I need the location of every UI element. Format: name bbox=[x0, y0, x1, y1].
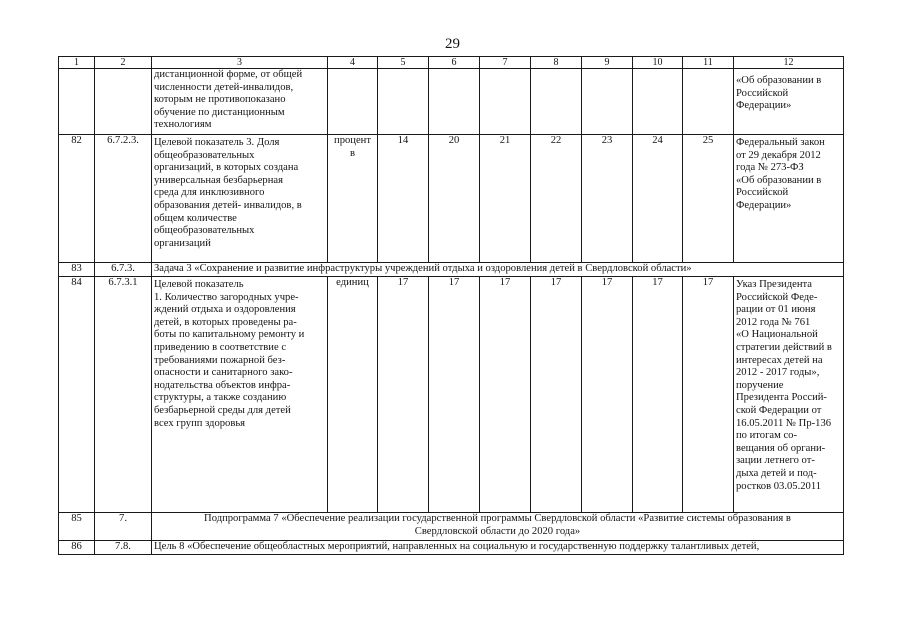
header-cell: 3 bbox=[152, 57, 328, 69]
header-cell: 10 bbox=[633, 57, 683, 69]
cell-value: 21 bbox=[480, 135, 531, 263]
cell-value: 20 bbox=[429, 135, 480, 263]
header-cell: 8 bbox=[531, 57, 582, 69]
page-number: 29 bbox=[445, 36, 460, 52]
table-row bbox=[59, 277, 844, 513]
cell-value: 23 bbox=[582, 135, 633, 263]
cell-source: Указ Президента Российской Феде- рации от 01 июня 2012 года № 761 «О Национальной стратегии действий в интересах детей на 2012 - 2017 годы», поручение Президента Россий- ской Федерации от 16.05.2011 № Пр-136 по итогам со- вещания об органи- зации летнего от- дыха детей и под- ростков 03.05.2011 bbox=[734, 277, 844, 513]
cell-task-title: Задача 3 «Сохранение и развитие инфраструктуры учреждений отдыха и оздоровления детей в Свердловской области» bbox=[152, 263, 844, 277]
cell-unit: процент в bbox=[328, 135, 378, 263]
cell-value: 17 bbox=[378, 277, 429, 513]
cell-num: 85 bbox=[59, 513, 95, 541]
header-cell: 2 bbox=[95, 57, 152, 69]
header-cell: 7 bbox=[480, 57, 531, 69]
cell-value bbox=[582, 69, 633, 135]
cell-indicator-text: Целевой показатель 3. Доля общеобразовательных организаций, в которых создана универсальная безбарьерная среда для инклюзивного образования детей- инвалидов, в общем количестве общеобразовательных организаций bbox=[152, 135, 328, 263]
cell-value: 14 bbox=[378, 135, 429, 263]
header-cell: 9 bbox=[582, 57, 633, 69]
cell-value: 25 bbox=[683, 135, 734, 263]
cell-value bbox=[683, 69, 734, 135]
cell-num: 83 bbox=[59, 263, 95, 277]
header-cell: 12 bbox=[734, 57, 844, 69]
table-row-continuation bbox=[59, 69, 844, 135]
cell-subprogram-title: Подпрограмма 7 «Обеспечение реализации государственной программы Свердловской области «Развитие системы образования в Свердловской области до 2020 года» bbox=[152, 513, 844, 541]
table-row bbox=[59, 541, 844, 555]
cell-code: 7. bbox=[95, 513, 152, 541]
cell-goal-title: Цель 8 «Обеспечение общеобластных мероприятий, направленных на социальную и государственную поддержку талантливых детей, bbox=[152, 541, 844, 555]
cell-indicator-text: дистанционной форме, от общей численности детей-инвалидов, которым не противопоказано обучение по дистанционным технологиям bbox=[152, 69, 328, 135]
header-cell: 4 bbox=[328, 57, 378, 69]
cell-code bbox=[95, 69, 152, 135]
cell-num: 84 bbox=[59, 277, 95, 513]
table-row bbox=[59, 263, 844, 277]
cell-value: 22 bbox=[531, 135, 582, 263]
cell-code: 6.7.2.3. bbox=[95, 135, 152, 263]
table-row bbox=[59, 135, 844, 263]
cell-value: 17 bbox=[683, 277, 734, 513]
cell-value bbox=[531, 69, 582, 135]
indicators-table bbox=[58, 56, 844, 555]
cell-value bbox=[429, 69, 480, 135]
cell-value bbox=[378, 69, 429, 135]
cell-source: Федеральный закон от 29 декабря 2012 года № 273-ФЗ «Об образовании в Российской Федерации» bbox=[734, 135, 844, 263]
header-row bbox=[59, 57, 844, 69]
header-cell: 11 bbox=[683, 57, 734, 69]
table-row bbox=[59, 513, 844, 541]
header-cell: 6 bbox=[429, 57, 480, 69]
header-cell: 5 bbox=[378, 57, 429, 69]
cell-value: 17 bbox=[531, 277, 582, 513]
cell-value: 17 bbox=[633, 277, 683, 513]
cell-code: 6.7.3.1 bbox=[95, 277, 152, 513]
cell-unit bbox=[328, 69, 378, 135]
cell-num: 82 bbox=[59, 135, 95, 263]
cell-value bbox=[480, 69, 531, 135]
header-cell: 1 bbox=[59, 57, 95, 69]
cell-source: «Об образовании в Российской Федерации» bbox=[734, 69, 844, 135]
cell-unit: единиц bbox=[328, 277, 378, 513]
cell-code: 7.8. bbox=[95, 541, 152, 555]
cell-value: 24 bbox=[633, 135, 683, 263]
cell-value: 17 bbox=[480, 277, 531, 513]
cell-num bbox=[59, 69, 95, 135]
cell-value: 17 bbox=[429, 277, 480, 513]
cell-code: 6.7.3. bbox=[95, 263, 152, 277]
cell-value bbox=[633, 69, 683, 135]
cell-value: 17 bbox=[582, 277, 633, 513]
cell-num: 86 bbox=[59, 541, 95, 555]
cell-indicator-text: Целевой показатель 1. Количество загородных учре- ждений отдыха и оздоровления детей, в которых проведены ра- боты по капитальному ремонту и приведению в соответствие с требованиями пожарной без- опасности и санитарного зако- нодательства объектов инфра- структуры, а также созданию безбарьерной среды для детей всех групп здоровья bbox=[152, 277, 328, 513]
